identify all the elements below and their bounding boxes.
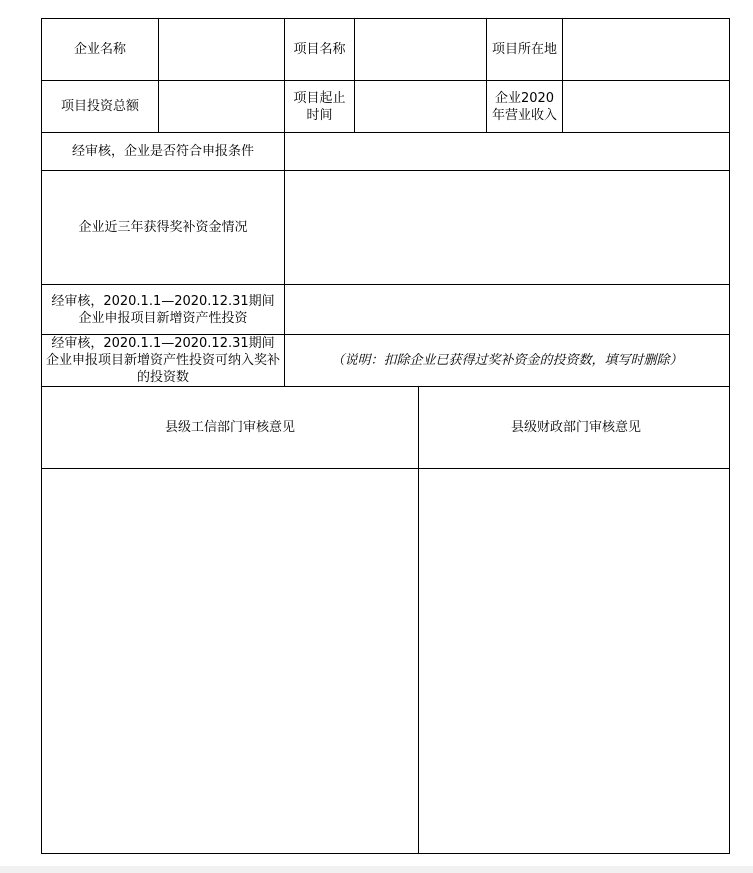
subsidy-history-label: 企业近三年获得奖补资金情况 [42, 171, 285, 285]
finance-dept-review-label: 县级财政部门审核意见 [419, 387, 730, 469]
subsidy-history-field[interactable] [285, 171, 730, 285]
project-name-label: 项目名称 [285, 19, 355, 81]
new-asset-investment-field[interactable] [285, 285, 730, 335]
project-name-field[interactable] [355, 19, 487, 81]
form-row-new-asset-investment [42, 285, 730, 335]
form-row-subsidy-history [42, 171, 730, 285]
eligibility-label: 经审核，企业是否符合申报条件 [42, 133, 285, 171]
form-row-review-headers [42, 387, 730, 469]
finance-dept-review-field[interactable] [419, 469, 730, 854]
revenue-2020-label: 企业2020年营业收入 [487, 81, 563, 133]
project-location-field[interactable] [563, 19, 730, 81]
page-bottom-edge [0, 866, 753, 873]
eligible-investment-note[interactable]: （说明：扣除企业已获得过奖补资金的投资数，填写时删除） [285, 335, 730, 387]
project-location-label: 项目所在地 [487, 19, 563, 81]
total-investment-label: 项目投资总额 [42, 81, 159, 133]
new-asset-investment-label: 经审核，2020.1.1—2020.12.31期间企业申报项目新增资产性投资 [42, 285, 285, 335]
total-investment-field[interactable] [159, 81, 285, 133]
form-row-eligibility [42, 133, 730, 171]
company-name-field[interactable] [159, 19, 285, 81]
project-period-field[interactable] [355, 81, 487, 133]
form-row-review-opinions [42, 469, 730, 854]
eligibility-field[interactable] [285, 133, 730, 171]
revenue-2020-field[interactable] [563, 81, 730, 133]
form-row-investment-info [42, 81, 730, 133]
eligible-investment-label: 经审核，2020.1.1—2020.12.31期间企业申报项目新增资产性投资可纳入奖补的投资数 [42, 335, 285, 387]
application-form-table [41, 18, 730, 854]
project-period-label: 项目起止时间 [285, 81, 355, 133]
company-name-label: 企业名称 [42, 19, 159, 81]
form-row-basic-info [42, 19, 730, 81]
industry-dept-review-label: 县级工信部门审核意见 [42, 387, 419, 469]
form-row-eligible-investment [42, 335, 730, 387]
industry-dept-review-field[interactable] [42, 469, 419, 854]
